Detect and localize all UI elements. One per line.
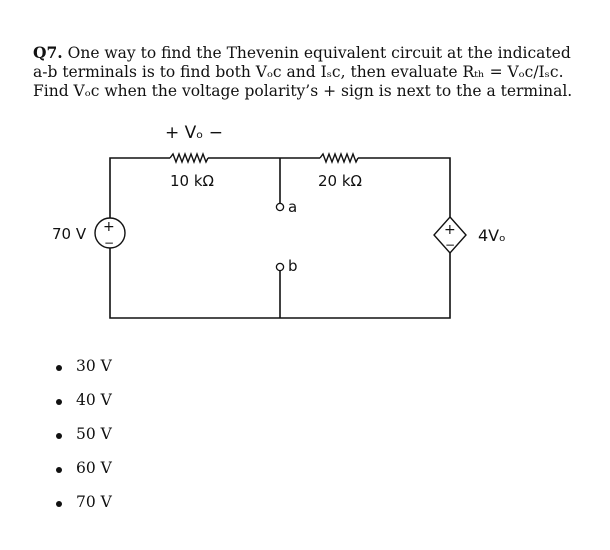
terminal-b-node	[276, 263, 283, 270]
choice-item[interactable]	[56, 493, 112, 527]
question-body: One way to find the Thevenin equivalent circuit at the indicated a-b terminals is to find both Vₒc and Iₛc, then evaluate Rₜₕ = Vₒc/Iₛc. Find Vₒc when the voltage polarity’s + sign is next to the a terminal.	[33, 44, 573, 100]
dep-source-label: 4Vₒ	[478, 226, 506, 245]
choice-item[interactable]	[56, 357, 112, 391]
r2-label: 20 kΩ	[318, 172, 363, 190]
question-text	[33, 43, 578, 101]
bullet-icon	[56, 433, 62, 439]
choice-label: 50 V	[76, 425, 112, 443]
resistor-10k	[170, 154, 208, 162]
question-number: Q7.	[33, 43, 63, 62]
answer-choices	[56, 357, 112, 527]
dep-source-minus: −	[445, 238, 456, 252]
circuit-wires	[110, 158, 450, 318]
choice-label: 70 V	[76, 493, 112, 511]
dep-source-plus: +	[444, 222, 456, 238]
terminal-a-node	[276, 203, 283, 210]
choice-item[interactable]	[56, 391, 112, 425]
source-plus: +	[103, 219, 115, 235]
circuit-diagram	[0, 110, 610, 330]
vo-label: + Vₒ −	[165, 123, 223, 143]
bullet-icon	[56, 467, 62, 473]
terminal-b-label: b	[288, 257, 298, 275]
source-label: 70 V	[52, 225, 87, 243]
r1-label: 10 kΩ	[170, 172, 215, 190]
wire-top-right	[358, 158, 450, 220]
source-minus: −	[104, 236, 115, 250]
bullet-icon	[56, 501, 62, 507]
wire-top-left	[110, 158, 170, 218]
bullet-icon	[56, 365, 62, 371]
choice-label: 30 V	[76, 357, 112, 375]
choice-label: 40 V	[76, 391, 112, 409]
terminal-a-label: a	[288, 198, 298, 216]
bullet-icon	[56, 399, 62, 405]
choice-item[interactable]	[56, 459, 112, 493]
choice-item[interactable]	[56, 425, 112, 459]
resistor-20k	[320, 154, 358, 162]
choice-label: 60 V	[76, 459, 112, 477]
